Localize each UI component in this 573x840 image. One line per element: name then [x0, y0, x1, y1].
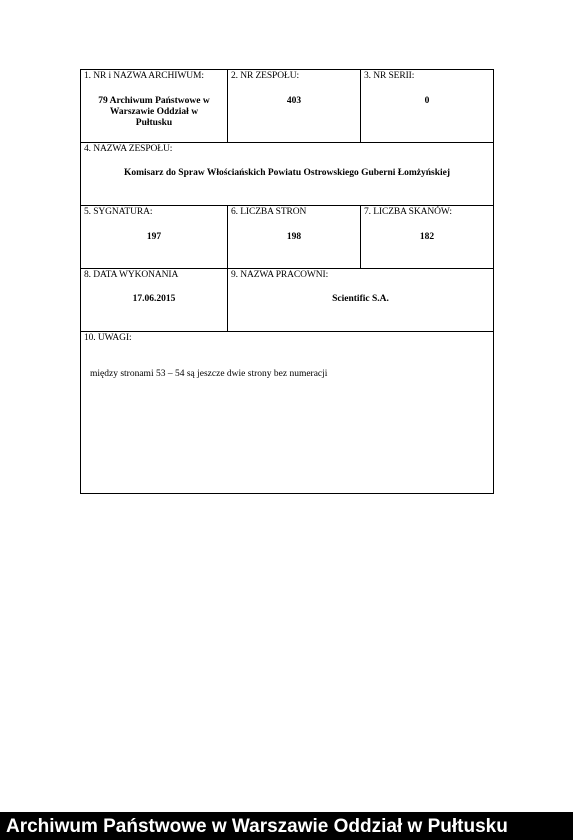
scan-count-value: 182: [419, 232, 435, 242]
page-count-value: 198: [286, 232, 302, 242]
fonds-name-label: 4. NAZWA ZESPOŁU:: [84, 144, 173, 154]
metadata-form: [80, 69, 494, 494]
signature-cell: [81, 206, 228, 268]
fonds-number-value: 403: [286, 96, 302, 106]
fonds-name-value: Komisarz do Spraw Włościańskich Powiatu Ostrowskiego Guberni Łomżyńskiej: [123, 168, 451, 178]
date-value: 17.06.2015: [132, 294, 176, 304]
signature-value: 197: [146, 232, 162, 242]
form-row-fonds-name: [81, 143, 493, 206]
fonds-number-cell: [228, 70, 361, 142]
series-number-value: 0: [424, 96, 430, 106]
form-row-counts: [81, 206, 493, 269]
archive-label: 1. NR i NAZWA ARCHIWUM:: [84, 71, 204, 81]
footer-banner: Archiwum Państwowe w Warszawie Oddział w Pułtusku: [0, 812, 573, 840]
date-cell: [81, 269, 228, 331]
archive-cell: [81, 70, 228, 142]
remarks-cell: [81, 332, 493, 493]
scan-count-label: 7. LICZBA SKANÓW:: [364, 207, 452, 217]
page-count-cell: [228, 206, 361, 268]
form-row-remarks: [81, 332, 493, 493]
remarks-label: 10. UWAGI:: [84, 333, 132, 343]
date-label: 8. DATA WYKONANIA: [84, 270, 179, 280]
fonds-name-cell: [81, 143, 493, 205]
series-number-cell: [361, 70, 493, 142]
signature-label: 5. SYGNATURA:: [84, 207, 153, 217]
studio-value: Scientific S.A.: [332, 294, 389, 304]
studio-cell: [228, 269, 493, 331]
form-row-archive: [81, 70, 493, 143]
fonds-number-label: 2. NR ZESPOŁU:: [231, 71, 300, 81]
archive-value: 79 Archiwum Państwowe w Warszawie Oddział w Pułtusku: [98, 96, 210, 128]
form-row-date-studio: [81, 269, 493, 332]
series-number-label: 3. NR SERII:: [364, 71, 415, 81]
remarks-value: między stronami 53 – 54 są jeszcze dwie strony bez numeracji: [90, 369, 328, 379]
studio-label: 9. NAZWA PRACOWNI:: [231, 270, 329, 280]
scan-count-cell: [361, 206, 493, 268]
page-count-label: 6. LICZBA STRON: [231, 207, 307, 217]
